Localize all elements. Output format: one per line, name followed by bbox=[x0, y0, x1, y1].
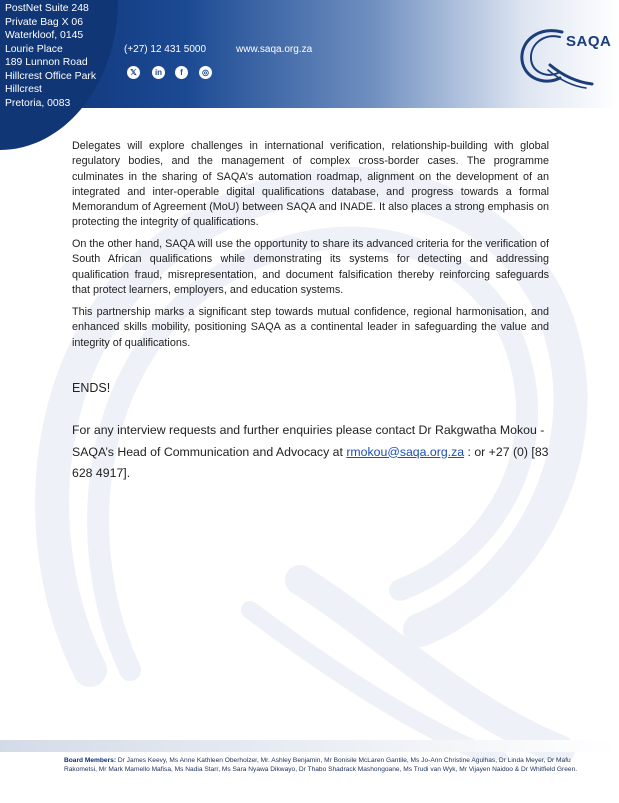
board-members-footer bbox=[64, 756, 584, 774]
paragraph: This partnership marks a significant step towards mutual confidence, regional harmonisation, and enhanced skills mobility, positioning SAQA as a continental leader in safeguarding the value and integrity of qualifications. bbox=[72, 306, 549, 349]
enquiry-paragraph bbox=[72, 420, 552, 485]
ends-marker: ENDS! bbox=[72, 381, 111, 395]
paragraph: Delegates will explore challenges in international verification, relationship-building with global regulatory bodies, and the management of complex cross-border cases. The programme culminates in the sharing of SAQA’s automation roadmap, alignment on the development of an integrated and inter-operable digital qualifications database, and progress towards a formal Memorandum of Agreement (MoU) between SAQA and INADE. It also places a strong emphasis on protecting the integrity of qualifications. bbox=[72, 140, 549, 229]
x-icon[interactable]: 𝕏 bbox=[127, 66, 140, 79]
address-line: Hillcrest bbox=[5, 84, 42, 95]
phone-number: (+27) 12 431 5000 bbox=[124, 44, 207, 55]
address-line: Private Bag X 06 bbox=[5, 16, 83, 28]
email-link[interactable]: rmokou@saqa.org.za bbox=[346, 444, 465, 459]
address-line: 189 Lunnon Road bbox=[5, 57, 88, 68]
address-line: PostNet Suite 248 bbox=[5, 3, 89, 14]
footer-divider bbox=[0, 740, 619, 752]
enquiry-text: For any interview requests and further enquiries please contact Dr Rakgwatha Mokou - SAQA’s Head of Communication and Advocacy at bbox=[72, 423, 545, 459]
website-link[interactable]: www.saqa.org.za bbox=[236, 44, 313, 55]
logo-wordmark: SAQA bbox=[566, 33, 612, 50]
address-line: Lourie Place bbox=[5, 43, 63, 55]
paragraph: On the other hand, SAQA will use the opportunity to share its advanced criteria for the verification of South African qualifications while demonstrating its systems for detecting and addressing qualification fraud, misrepresentation, and document falsification thereby reinforcing safeguards that protect learners, employers, and education systems. bbox=[72, 238, 549, 296]
linkedin-icon[interactable]: in bbox=[152, 66, 165, 79]
saqa-logo bbox=[510, 20, 610, 90]
facebook-icon[interactable]: f bbox=[175, 66, 188, 79]
footer-text: Dr James Keevy, Ms Anne Kathleen Oberholzer, Mr. Ashley Benjamin, Mr Bonisile McLaren Gantile, Ms Jo-Ann Christine Agulhas, Dr Linda Meyer, Dr Mafu Rakometsi, Mr Mark Mamello Mafisa, Ms Nadia Starr, Ms Sara Nyawa Dikwayo, Dr Thabo Shadrack Mashongoane, Ms Trudi van Wyk, Mr Vijayen Naidoo & Dr Whitfield Green. bbox=[64, 757, 578, 774]
address-line: Hillcrest Office Park bbox=[5, 70, 97, 82]
enquiry-phone: : or +27 (0) [83 628 4917]. bbox=[72, 444, 549, 480]
instagram-icon[interactable]: ◎ bbox=[199, 66, 212, 79]
address-line: Pretoria, 0083 bbox=[5, 97, 71, 109]
address-line: Waterkloof, 0145 bbox=[5, 30, 84, 41]
footer-label: Board Members: bbox=[64, 757, 117, 764]
